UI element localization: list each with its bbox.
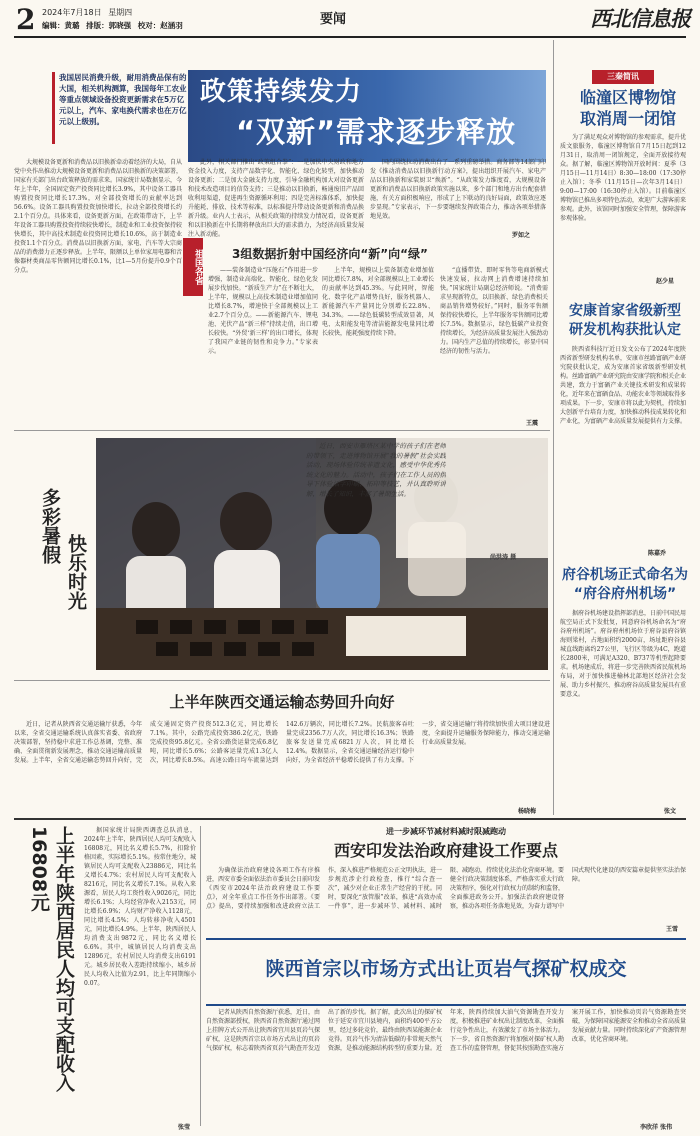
photo-title-1: 多彩暑假 [39,488,61,564]
feature-vertical-tag-text: 祖国各省 [193,249,203,285]
market-byline: 李欣洋 张伟 [640,1124,673,1131]
header-rule [14,36,686,38]
photo-caption [306,442,446,540]
brief-body-2 [560,345,686,545]
lead-headline-2: “双新”需求逐步释放 [236,115,517,149]
lead-body-col1 [14,158,182,398]
market-headline: 陕西首宗以市场方式出让页岩气探矿权成交 [265,958,627,980]
traffic-body-text: 近日，记者从陕西省交通运输厅获悉，今年以来，全省交通运输系统认真落实省委、省政府决策部署，坚持稳中求进工作总基调，完整、准确、全面贯彻新发展理念，推动交通运输高质量发展。上半年，全省交通运输态势回升向好，完成交通固定资产投资512.3亿元，同比增长7.1%。其中，公路完成投资386.2亿元，铁路完成投资95.8亿元。全省公路货运量完成6.8亿吨，同比增长5.6%；公路客运量完成1.3亿人次，同比增长8.5%。高速公路日均车流量达到142.6万辆次，同比增长7.2%。民航旅客吞吐量完成2356.7万人次，同比增长16.3%；铁路旅客发送量完成6821万人次，同比增长12.4%。数据显示，全省交通运输经济运行稳中向好，为全省经济平稳增长提供了有力支撑。下一步，省交通运输厅将持续加快重大项目建设进度，全面提升运输服务保障能力，推动交通运输行业高质量发展。 [14,721,550,764]
xian-body [206,866,686,924]
xian-headline: 西安印发法治政府建设工作要点 [333,841,558,860]
lead-summary-box [52,72,189,144]
feature-body-col3 [440,266,548,414]
feature-body-col2-text: 上半年，规模以上装备制造业增加值同比增长7.8%，对全部规模以上工业增长的贡献率达到45.3%。与此同时，智能化、数字化产品增势良好，服务机器人、新能源汽车产量同比分别增长22.8%、34.3%。——绿色低碳转型成效显著，风电、太阳能发电等清洁能源发电量同比增长较快，能耗强度持续下降。 [322,267,434,337]
brief-byline-3: 张文 [664,808,677,815]
xian-body-text: 为确保法治政府建设各项工作有序推进，西安市委全面依法治市委员会日前印发《西安市2024年法治政府建设工作要点》，对全年重点工作任务作出部署。《要点》提出，要持续加强和改进政府立法工作，深入推进严格规范公正文明执法，进一步规范涉企行政检查，推行“综合查一次”，减少对企业正常生产经营的干扰。同时，要深化“放管服”改革，推进“高效办成一件事”，进一步减环节、减材料、减时限、减跑动，持续优化法治化营商环境。要健全行政决策制度体系，严格落实重大行政决策程序，强化对行政权力的制约和监督，全面推进政务公开。加强法治政府建设督察，推动各项任务落地见效，为奋力谱写中国式现代化建设的西安篇章提供坚实法治保障。 [206,867,686,910]
sidebar-tag [592,70,654,84]
traffic-bottom-rule [14,818,686,820]
brief-body-3-text: 据府谷机场建设指挥部消息，日前中国民用航空局正式下发批复，同意府谷机场命名为“府谷府州机场”。府谷府州机场位于府谷县府谷镇海则梁村，占地面积约2000亩，场址距府谷县城直线距离约27公里，飞行区等级为4C，跑道长2800米，可满足A320、B737等机型起降要求。机场建成后，将进一步完善陕西省民航机场布局，对于加快推进榆林北部地区经济社会发展、助力乡村振兴、推动府谷高质量发展具有重要意义。 [560,610,686,698]
brief-title-2b: 研发机构获批认定 [569,322,681,338]
lead-summary: 我国居民消费升级，耐用消费品保有的大国，相关机构测算，我国每年工农业等重点领域设备投资更新需求在5万亿元以上，汽车、家电换代需求也在万亿元以上级别。 [59,73,187,126]
feature-body-col1-text: ——装备制造业“压舱石”作用进一步增强，制造业高端化、智能化、绿色化发展步伐加快。“新质生产力”在不断壮大，上半年，规模以上高技术制造业增加值同比增长8.7%，增速快于全部规模以上工业2.7个百分点。——新能源汽车、锂电池、光伏产品“新三样”持续走俏，出口增长较快。“外贸‘新三样’的出口增长，体现了我国产业链的韧性和竞争力。”专家表示。 [208,267,318,355]
brief-body-1-text: 为了满足观众对博物馆的参观需求，提升优质文旅服务，临潼区博物馆自7月15日起到12月31日，取消周一闭馆规定，全面开放接待观众。据了解，临潼区博物馆开放时间：夏季（3月15日—11月14日）8:30—18:00（17:30停止入馆）；冬季（11月15日—次年3月14日）9:00—17:00（16:30停止入馆）。目前临潼区博物馆已推出多项特色活动，欢迎广大游客前来参观。此外，该馆同时加强安全管理，保障游客参观体验。 [560,134,686,222]
section-title: 要闻 [320,12,347,27]
lead-body-col2-text: 此外，相关部门推出“政策组合拳”：一是加快中央财政和地方资金投入力度，支持产品数字化、智能化、绿色化转型，加快推动设备更新；二是加大金融支持力度，引导金融机构加大对设备更新和技术改造项目的信贷支持；三是推动以旧换新，畅通废旧产品回收利用渠道，促进再生资源循环利用；四是完善标准体系，加快提升能耗、排放、技术等标准，以标准提升带动设备更新和消费品换新升级。业内人士表示，从相关政策的持续发力情况看，设备更新和以旧换新在中长期将释放出巨大的需求潜力，为经济高质量发展注入新动能。 [188,159,364,238]
market-body [206,1008,686,1120]
photo-caption-text: 近日，西安市雁塔区某中学的孩子们在老师的带领下，走进博物馆开展“我的暑假”社会实践活动，现场体验传统非遗文化，感受中华优秀传统文化的魅力。活动中，孩子们在工作人员的指导下体验活字印刷、拓印等技艺，并认真聆听讲解，增长了知识，丰富了暑期生活。 [306,442,446,498]
feature-headline: 3组数据折射中国经济向“新”向“绿” [232,247,428,261]
proofreader-credit: 校对：赵涵羽 [137,21,183,30]
brief-title-1b: 取消周一闭馆 [579,109,676,128]
feature-body-col1 [208,266,318,414]
brief-body-2-text: 陕西省科技厅近日发文公布了2024年度陕西省新型研发机构名单，安康市丝路富硒产业研究院获批认定，成为安康首家省级新型研发机构。丝路富硒产业研究院由安康学院和相关企业共建，致力于富硒产业关键技术研发和成果转化，近年来在富硒食品、功能农业等领域取得多项成果。下一步，安康市将以此为契机，持续加大创新平台培育力度，加快推动科技成果转化和产业化，为富硒产业高质量发展提供有力支撑。 [560,346,686,425]
lead-body-col3-text: 国内围绕拉动消费出台了一系列重磅举措。商务部等14部门印发《推动消费品以旧换新行动方案》，提出组织开展汽车、家电产品以旧换新和家装厨卫“焕新”。“从政策发力维度看，大规模设备更新和消费品以旧换新政策实施以来，多个部门和地方出台配套措施，有关方面积极响应，形成了上下联动的良好局面，政策效应逐步显现。”专家表示，下一步要继续发挥政策合力，推动各项举措落地见效。 [370,159,546,220]
lead-byline: 罗如之 [512,232,531,239]
issue-date [42,8,132,18]
brief-byline-2: 陈嘉乔 [648,550,667,557]
editorial-credits [42,21,183,31]
lead-body-col2 [188,158,364,244]
xian-byline: 王雪 [666,926,679,933]
feature-byline: 王震 [526,420,539,427]
income-divider [200,826,201,1126]
photo-title-2: 快乐时光 [65,534,87,610]
income-byline: 张莹 [178,1124,191,1131]
masthead-logo: 西北信息报 [590,6,690,31]
feature-body-col2 [322,266,434,414]
brief-title-2a: 安康首家省级新型 [569,303,681,319]
editor-credit: 编辑：黄璐 [42,21,80,30]
brief-body-1 [560,133,686,274]
date-text: 2024年7月18日 [42,8,102,17]
feature-body-col3-text: “直播带货、即时零售等电商新模式快速发展，拉动网上消费增速持续加快。”国家统计局副总经济师说。“消费需求呈现新特点，以旧换新、绿色消费相关商品销售增势较好。”同时，服务零售额保持较快增长，上半年服务零售额同比增长7.5%。数据显示，绿色低碳产业投资持续增长，为经济高质量发展注入强劲动力。国内生产总值的持续增长，彰显中国经济的韧性与活力。 [440,267,548,355]
income-headline: 上半年陕西居民人均可支配收入16808元 [28,826,75,1092]
lead-body-col3 [370,158,546,228]
xian-kicker: 进一步减环节减材料减时限减跑动 [386,827,506,836]
page-number: 2 [16,3,36,36]
feature-bottom-rule [14,430,550,431]
traffic-byline: 杨晓梅 [518,808,537,815]
traffic-headline: 上半年陕西交通运输态势回升向好 [169,693,395,711]
income-body [84,826,196,1116]
sidebar-divider [553,40,554,815]
designer-credit: 排版：郭晓强 [86,21,132,30]
brief-title-3b: “府谷府州机场” [573,586,677,602]
brief-title-1a: 临潼区博物馆 [579,88,676,107]
photo-credit: 尚洪涛 摄 [490,554,517,561]
income-body-text: 据国家统计局陕西调查总队消息，2024年上半年，陕西居民人均可支配收入16808元，同比名义增长5.7%，扣除价格因素，实际增长5.1%。按常住地分，城镇居民人均可支配收入23886元，同比名义增长4.7%；农村居民人均可支配收入8216元，同比名义增长7.1%。从收入来源看，居民人均工资性收入9026元，同比增长6.1%；人均经营净收入2153元，同比增长6.9%；人均财产净收入1128元，同比增长4.5%；人均转移净收入4501元，同比增长4.9%。上半年，陕西居民人均消费支出9872元，同比名义增长6.6%。其中，城镇居民人均消费支出12896元，农村居民人均消费支出6191元。城乡居民收入差距持续缩小，城乡居民人均收入比值为2.91，比上年同期缩小0.07。 [84,827,196,987]
market-body-text: 记者从陕西自然资源厅获悉，近日，由自然资源部授权，陕西省自然资源厅通过网上挂牌方式公开出让陕西省宜川县页岩气探矿权，这是陕西首宗以市场方式出让的页岩气探矿权，标志着陕西省页岩气勘查开发迈出了新的步伐。据了解，此次出让的探矿权位于延安市宜川县境内，面积约400平方公里，经过多轮竞价，最终由陕西某能源企业竞得。页岩气作为清洁低碳的非常规天然气资源，是推动能源结构转型的重要力量。近年来，陕西持续加大油气资源勘查开发力度，积极推进矿业权出让制度改革，全面推行竞争性出让，有效激发了市场主体活力。下一步，省自然资源厅将加强对探矿权人勘查工作的监督管理，督促其按照勘查实施方案开展工作，加快推动页岩气资源勘查突破，为保障国家能源安全和推动全省高质量发展贡献力量。同时持续深化矿产资源管理改革，优化营商环境。 [206,1009,686,1052]
traffic-top-rule [14,680,550,681]
brief-body-3 [560,609,686,805]
traffic-body [14,720,550,804]
lead-headline-1: 政策持续发力 [200,77,363,107]
brief-byline-1: 赵少星 [656,278,675,285]
feature-vertical-tag [183,238,203,296]
brief-title-3a: 府谷机场正式命名为 [562,567,688,583]
weekday-text: 星期四 [108,8,133,17]
sidebar-tag-text: 三秦简讯 [607,72,639,81]
lead-body-col1-text: 大规模设备更新和消费品以旧换新牵动着经济的大局，自从党中央作出推动大规模设备更新和消费品以旧换新的决策部署，国家有关部门出台政策释放的需求来。国家统计局数据显示，今年上半年，全国固定资产投资同比增长3.9%，其中设备工器具购置投资同比增长17.3%，对全部投资增长的贡献率达到56.6%。设备工器具购置投资加快增长，拉动全部投资增长约2.1个百分点。具体来看，设备更新方面，在政策带动下，上半年设备工器具购置投资持续较快增长，制造业和工业投资保持较快增长，其中高技术制造业投资同比增长10.6%，高于制造业投资1.1个百分点。消费品以旧换新方面，家电、汽车等大宗商品的消费潜力正逐步释放。上半年，限额以上单位家用电器和音像器材类商品零售额同比增长0.1%，比1—5月份提升0.9个百分点。 [14,159,182,274]
